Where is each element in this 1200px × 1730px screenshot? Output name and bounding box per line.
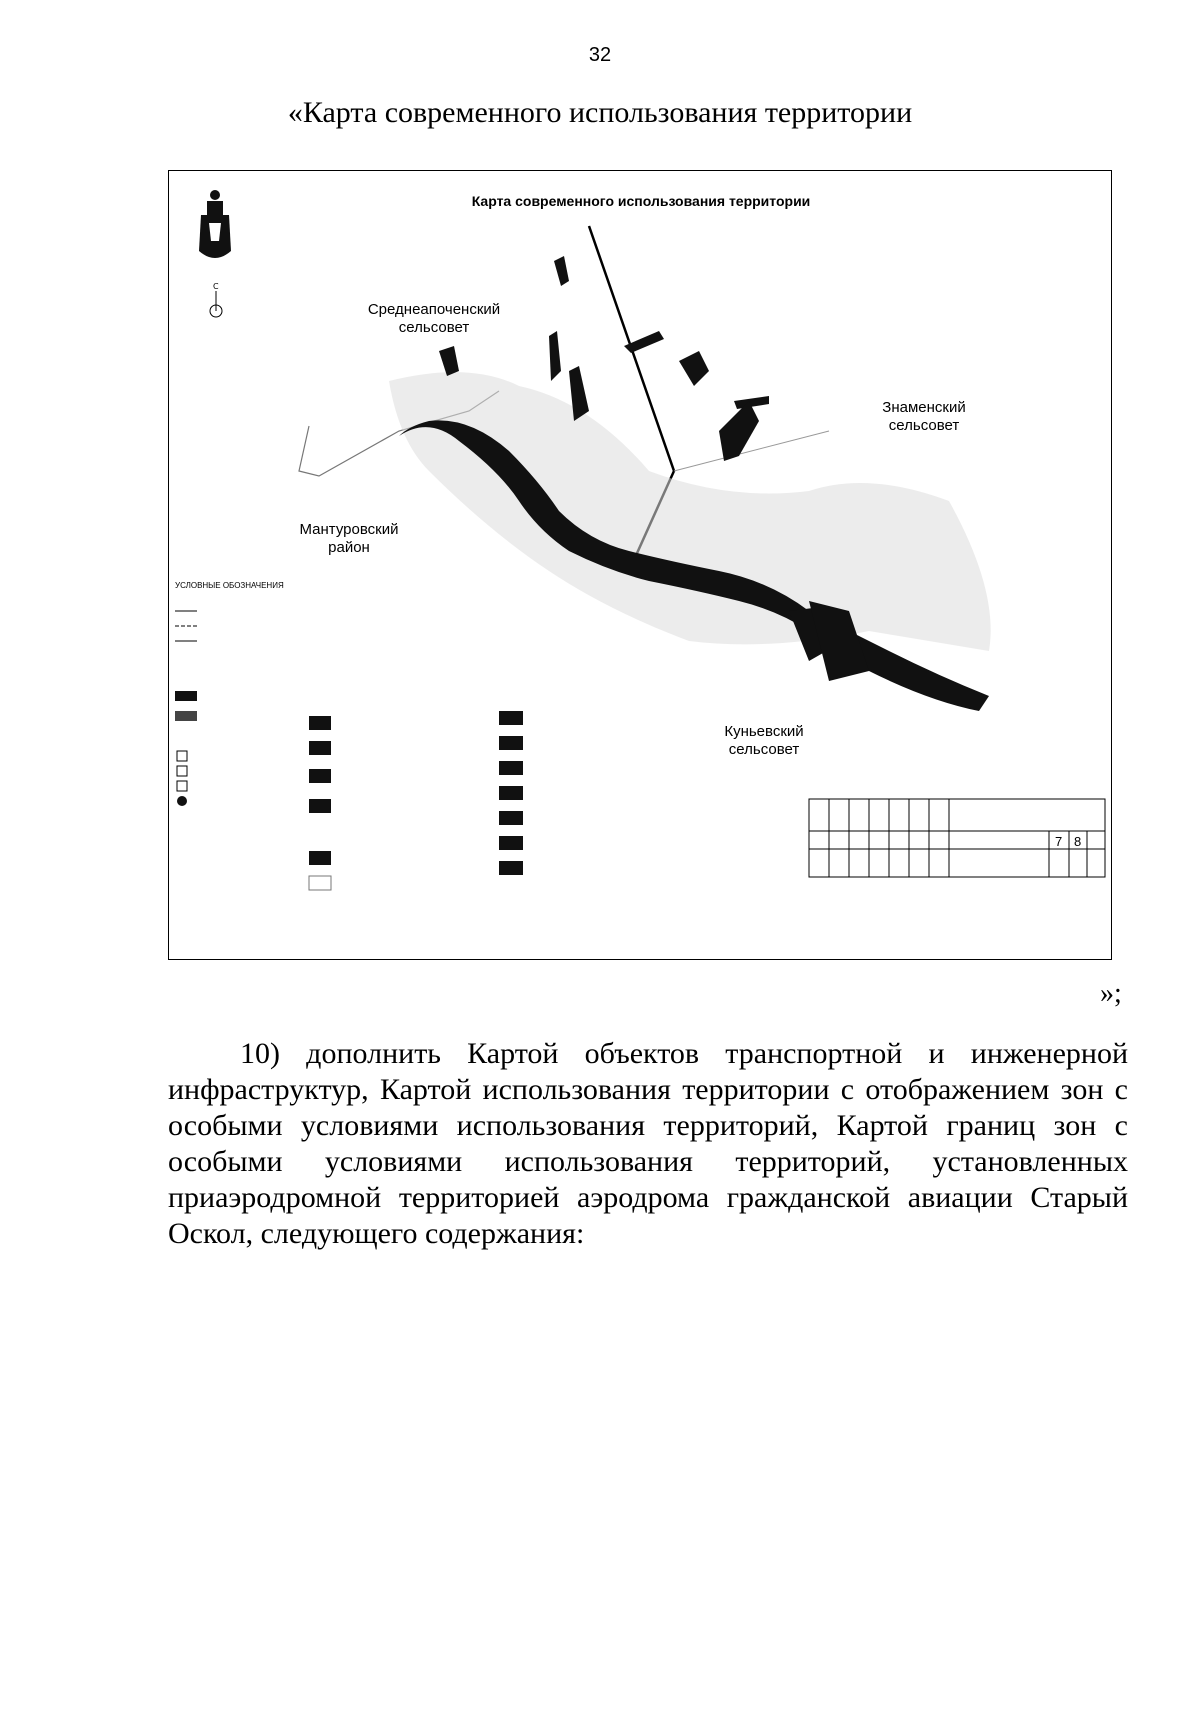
label-srednapochensky: Среднеапоченский сельсовет [367, 301, 501, 336]
legend-block [175, 611, 523, 890]
page-number: 32 [588, 44, 612, 66]
label-manturovsky: Мантуровский район [299, 521, 399, 556]
document-heading: «Карта современного использования территории [287, 96, 913, 129]
legend-title: УСЛОВНЫЕ ОБОЗНАЧЕНИЯ [175, 581, 284, 590]
paragraph-line: особыми условиями использования территорий, Картой границ зон с [168, 1109, 1128, 1142]
paragraph-line: приаэродромной территорией аэродрома гражданской авиации Старый [168, 1181, 1128, 1214]
map-drawing [169, 171, 1112, 960]
paragraph-line: Оскол, следующего содержания: [168, 1217, 585, 1250]
svg-text:С: С [213, 282, 219, 291]
paragraph-line: инфраструктур, Картой использования территории с отображением зон с [168, 1073, 1128, 1106]
north-arrow-icon [210, 282, 222, 317]
label-znamensky: Знаменский сельсовет [882, 399, 966, 434]
sheet-number-current: 7 [1055, 834, 1063, 849]
sheet-number-total: 8 [1074, 834, 1082, 849]
paragraph-line: 10) дополнить Картой объектов транспортной и инженерной [240, 1037, 1128, 1070]
label-kunevsky: Куньевский сельсовет [724, 723, 804, 758]
land-use-map [168, 170, 1112, 960]
map-title: Карта современного использования территории [471, 193, 811, 209]
paragraph-line: особыми условиями использования территорий, установленных [168, 1145, 1128, 1178]
closing-quote: »; [1100, 978, 1122, 1009]
paragraph-body [168, 1036, 1128, 1252]
boundary-line-znamensky [674, 431, 829, 471]
